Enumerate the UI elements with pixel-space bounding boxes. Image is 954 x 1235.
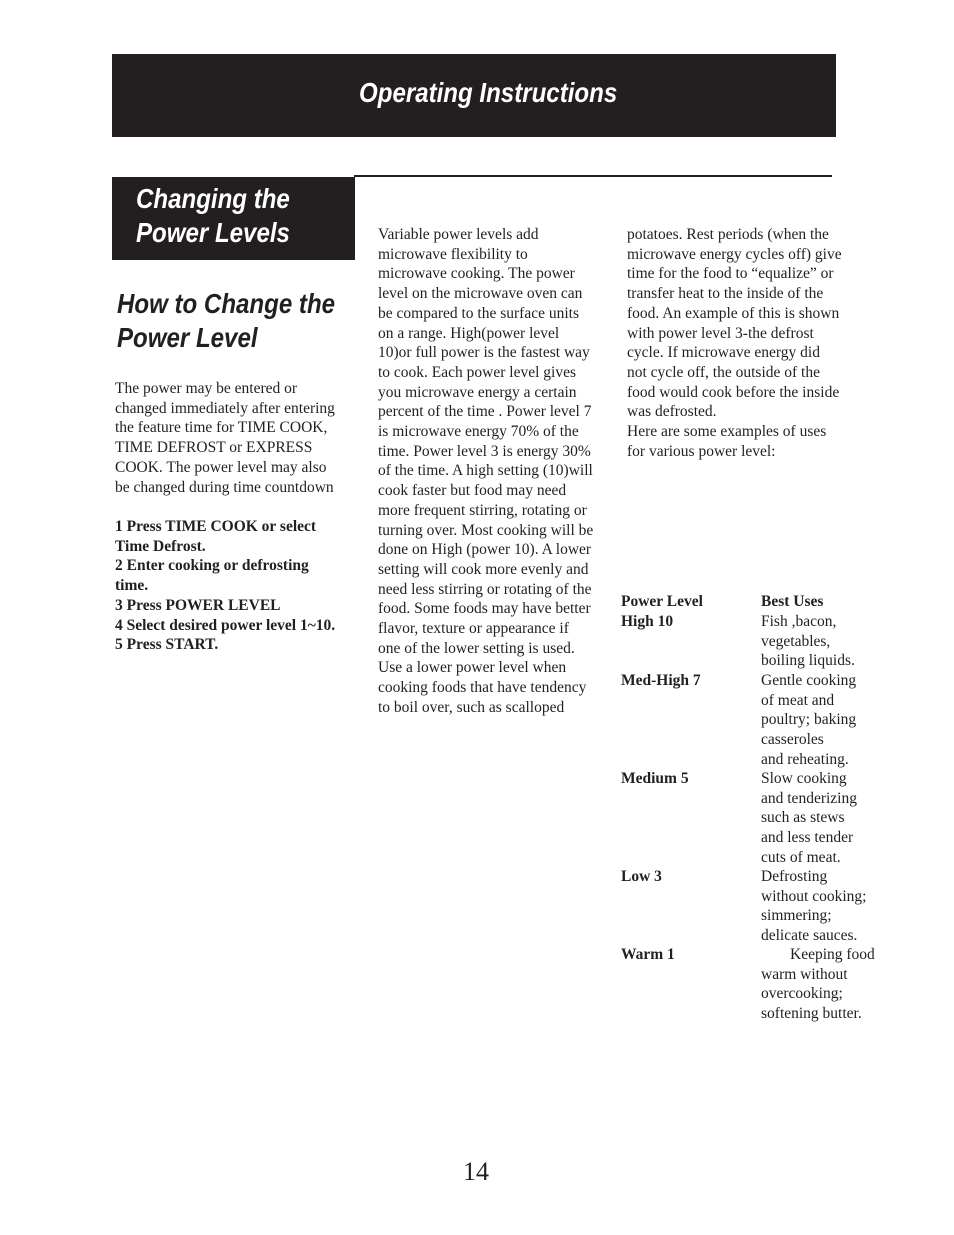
text-line: for various power level: [627,442,776,460]
text-line: cook faster but food may need [378,482,567,500]
text-line: and tenderizing [761,789,857,807]
power-level-cell: Warm 1 [621,946,675,963]
power-level-cell: High 10 [621,613,674,630]
text-line: to cook. Each power level gives [378,363,576,381]
text-line: and reheating. [761,750,849,768]
text-line: setting will cook more evenly and [378,560,589,578]
section-title-line: Changing the [136,183,290,214]
best-uses-cell [761,945,875,1024]
power-level-cell: Medium 5 [621,770,689,787]
power-level-cell: Med-High 7 [621,672,701,689]
text-line: Here are some examples of uses [627,423,827,441]
text-line: Keeping food [790,946,875,963]
text-line: overcooking; [761,985,843,1003]
section-title-box [112,177,355,260]
text-line: Slow cooking [761,770,847,787]
text-line: Variable power levels add [378,226,539,243]
steps-list [115,517,335,655]
text-line: Defrosting [761,868,828,885]
text-line: cycle. If microwave energy did [627,344,820,362]
text-line: without cooking; [761,887,867,905]
section-divider [354,175,832,177]
table-header-best-uses: Best Uses [761,593,824,610]
text-line: food. An example of this is shown [627,304,840,322]
step-line: 4 Select desired power level 1~10. [115,616,336,634]
section-title-line: Power Levels [136,217,290,248]
text-line: done on High (power 10). A lower [378,541,592,559]
text-line: Use a lower power level when [378,659,567,677]
best-uses-cell [761,769,857,868]
text-line: be changed during time countdown [115,478,334,496]
step-line: time. [115,577,149,595]
text-line: turning over. Most cooking will be [378,521,594,539]
intro-paragraph [115,379,335,497]
step-line: 5 Press START. [115,636,219,654]
text-line: not cycle off, the outside of the [627,363,820,381]
best-uses-cell [761,612,855,671]
text-line: delicate sauces. [761,927,858,945]
text-line: with power level 3-the defrost [627,324,814,342]
text-line: casseroles [761,731,824,749]
step-line: 2 Enter cooking or defrosting [115,557,309,575]
text-line: warm without [761,965,848,983]
text-line: to boil over, such as scalloped [378,698,565,716]
text-line: simmering; [761,907,832,925]
step-line: Time Defrost. [115,537,206,555]
text-line: need less stirring or rotating of the [378,580,592,598]
subsection-title-line: How to Change the [117,288,336,319]
text-line: such as stews [761,809,845,827]
header-bar [112,54,836,137]
text-line: potatoes. Rest periods (when the [627,226,829,243]
text-line: food would cook before the inside [627,383,840,401]
text-line: on a range. High(power level [378,324,560,342]
text-line: time. Power level 3 is energy 30% [378,442,591,460]
text-line: Fish ,bacon, [761,613,837,630]
table-header-power-level: Power Level [621,593,703,610]
text-line: food. Some foods may have better [378,600,591,618]
text-line: cuts of meat. [761,848,841,866]
text-line: poultry; baking [761,711,857,729]
text-line: more frequent stirring, rotating or [378,501,587,519]
text-line: of the time. A high setting (10)will [378,462,593,480]
body-paragraph-continued [627,225,842,461]
text-line: and less tender [761,829,854,847]
text-line: level on the microwave oven can [378,285,583,303]
subsection-title-line: Power Level [117,322,258,353]
text-line: TIME DEFROST or EXPRESS [115,439,313,457]
text-line: vegetables, [761,632,831,650]
text-line: softening butter. [761,1005,862,1023]
text-line: one of the lower setting is used. [378,639,575,657]
text-line: microwave flexibility to [378,245,528,263]
text-line: Gentle cooking [761,672,857,689]
page-title: Operating Instructions [359,77,618,108]
text-line: cooking foods that have tendency [378,679,587,697]
text-line: microwave cooking. The power [378,265,575,283]
text-line: microwave energy cycles off) give [627,245,842,263]
best-uses-cell [761,671,856,770]
text-line: flavor, texture or appearance if [378,620,569,638]
text-line: time for the food to “equalize” or [627,265,834,283]
text-line: is microwave energy 70% of the [378,423,579,441]
page-number: 14 [463,1157,489,1186]
text-line: transfer heat to the inside of the [627,285,824,303]
text-line: changed immediately after entering [115,399,335,417]
best-uses-cell [761,867,866,946]
text-line: the feature time for TIME COOK, [115,419,328,437]
text-line: percent of the time . Power level 7 [378,403,592,421]
step-line: 3 Press POWER LEVEL [115,596,281,614]
text-line: boiling liquids. [761,652,855,670]
text-line: you microwave energy a certain [378,383,577,401]
body-paragraph [378,225,593,718]
step-line: 1 Press TIME COOK or select [115,518,317,535]
text-line: The power may be entered or [115,380,298,397]
power-level-cell: Low 3 [621,868,662,885]
text-line: was defrosted. [627,403,717,421]
text-line: be compared to the surface units [378,304,579,322]
text-line: COOK. The power level may also [115,458,327,476]
text-line: of meat and [761,691,835,709]
text-line: 10)or full power is the fastest way [378,344,590,362]
